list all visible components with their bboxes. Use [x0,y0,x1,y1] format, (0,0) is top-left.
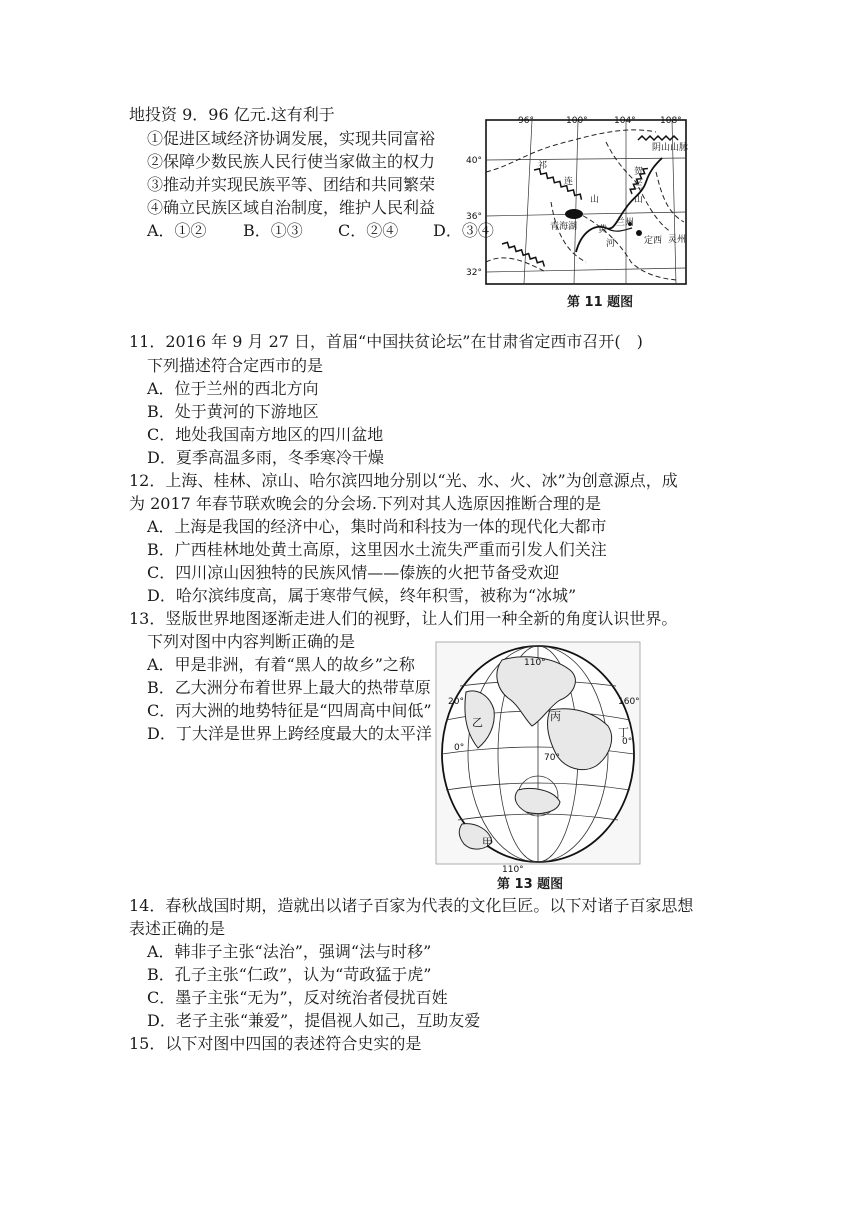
q11-option-b: B．处于黄河的下游地区 [147,402,319,421]
map-label-lian: 连 [564,177,574,187]
q14-option-b: B．孔子主张“仁政”，认为“苛政猛于虎” [147,965,432,984]
q12-option-b: B．广西桂林地处黄土高原，这里因水土流失严重而引发人们关注 [147,540,607,559]
q11-option-a: A．位于兰州的西北方向 [147,379,319,398]
q10-option-1: ①促进区域经济协调发展，实现共同富裕 [147,129,436,148]
map-label-huang: 黄 [598,225,608,235]
globe-label-20: 20° [448,697,464,707]
q10-option-4: ④确立民族区域自治制度，维护人民利益 [147,198,436,217]
q15-stem: 15．以下对图中四国的表述符合史实的是 [129,1034,422,1053]
map-lon-96: 96° [518,116,534,126]
q11-option-d: D．夏季高温多雨，冬季寒冷干燥 [147,448,384,467]
map-label-he2: 河 [606,239,616,249]
globe-label-160: 160° [618,697,640,707]
q14-option-d: D．老子主张“兼爱”，提倡视人如己，互助友爱 [147,1011,481,1030]
map-label-shan2: 山 [634,195,644,205]
q10-choice-d: D．③④ [433,221,494,240]
globe-label-bing: 丙 [550,710,561,723]
map-figure-11 [456,112,708,310]
q13-option-b: B．乙大洲分布着世界上最大的热带草原 [147,678,431,697]
q12-option-c: C．四川凉山因独特的民族风情——傣族的火把节备受欢迎 [147,563,560,582]
q12-option-d: D．哈尔滨纬度高，属于寒带气候，终年积雪，被称为“冰城” [147,586,577,605]
globe-label-lon110-top: 110° [524,658,546,668]
map-label-lingzhou: 灵州 [668,235,687,245]
q14-option-c: C．墨子主张“无为”，反对统治者侵扰百姓 [147,988,448,1007]
globe-label-yi: 乙 [472,716,483,729]
map-qinghai-lake [565,209,583,219]
q13-stem: 13．竖版世界地图逐渐走进人们的视野，让人们用一种全新的角度认识世界。 [129,609,678,628]
globe-13-svg [432,640,644,890]
globe-figure-13 [432,640,644,890]
globe-label-0-left: 0° [454,743,465,753]
q13-option-d: D．丁大洋是世界上跨经度最大的太平洋 [147,724,432,743]
globe-13-caption: 第 13 题图 [497,877,564,892]
q10-choice-c: C．②④ [338,221,399,240]
globe-label-lon110-bottom: 110° [502,865,524,875]
map-lon-108: 108° [660,116,682,126]
map-11-caption: 第 11 题图 [567,295,634,310]
globe-label-0-right: 0° [622,737,633,747]
q12-stem: 12．上海、桂林、凉山、哈尔滨四地分别以“光、水、火、冰”为创意源点，成 [129,471,678,490]
q10-stem-tail: 地投资 9．96 亿元.这有利于 [129,105,335,124]
globe-label-70: 70° [544,753,560,763]
globe-label-ding: 丁 [618,726,629,739]
globe-label-jia: 甲 [482,836,493,849]
map-label-lan: 兰 [634,181,644,191]
map-label-qinghaihu: 青海湖 [550,222,578,232]
q11-stem-2: 下列描述符合定西市的是 [147,356,324,375]
q13-stem-2: 下列对图中内容判断正确的是 [147,632,356,651]
q12-option-a: A．上海是我国的经济中心，集时尚和科技为一体的现代化大都市 [147,517,607,536]
q11-option-c: C．地处我国南方地区的四川盆地 [147,425,384,444]
q13-option-a: A．甲是非洲，有着“黑人的故乡”之称 [147,655,415,674]
q14-stem: 14．春秋战国时期，造就出以诸子百家为代表的文化巨匠。以下对诸子百家思想 [129,896,694,915]
map-lat-32: 32° [466,268,482,278]
q11-stem: 11．2016 年 9 月 27 日，首届“中国扶贫论坛”在甘肃省定西市召开( ) [129,332,643,351]
q13-option-c: C．丙大洲的地势特征是“四周高中间低” [147,701,432,720]
map-label-qi: 祁 [538,161,548,171]
map-label-dingxi: 定西 [644,236,663,246]
map-lon-100: 100° [566,116,588,126]
q12-stem-2: 为 2017 年春节联欢晚会的分会场.下列对其人选原因推断合理的是 [129,494,601,513]
q10-choice-a: A．①② [147,221,207,240]
map-11-svg [456,112,708,310]
map-label-yinshan: 阴山山脉 [652,143,689,153]
q14-stem-2: 表述正确的是 [129,919,226,938]
map-dingxi-point [636,230,642,236]
map-lon-104: 104° [614,116,636,126]
q10-choice-b: B．①③ [243,221,303,240]
q14-option-a: A．韩非子主张“法治”，强调“法与时移” [147,942,432,961]
map-lat-40: 40° [466,156,482,166]
q10-option-2: ②保障少数民族人民行使当家做主的权力 [147,152,436,171]
q10-option-3: ③推动并实现民族平等、团结和共同繁荣 [147,175,436,194]
map-lat-36: 36° [466,212,482,222]
map-label-shan: 山 [590,195,600,205]
map-label-lanzhou: 兰州 [616,218,635,228]
map-label-he: 贺 [634,167,644,177]
